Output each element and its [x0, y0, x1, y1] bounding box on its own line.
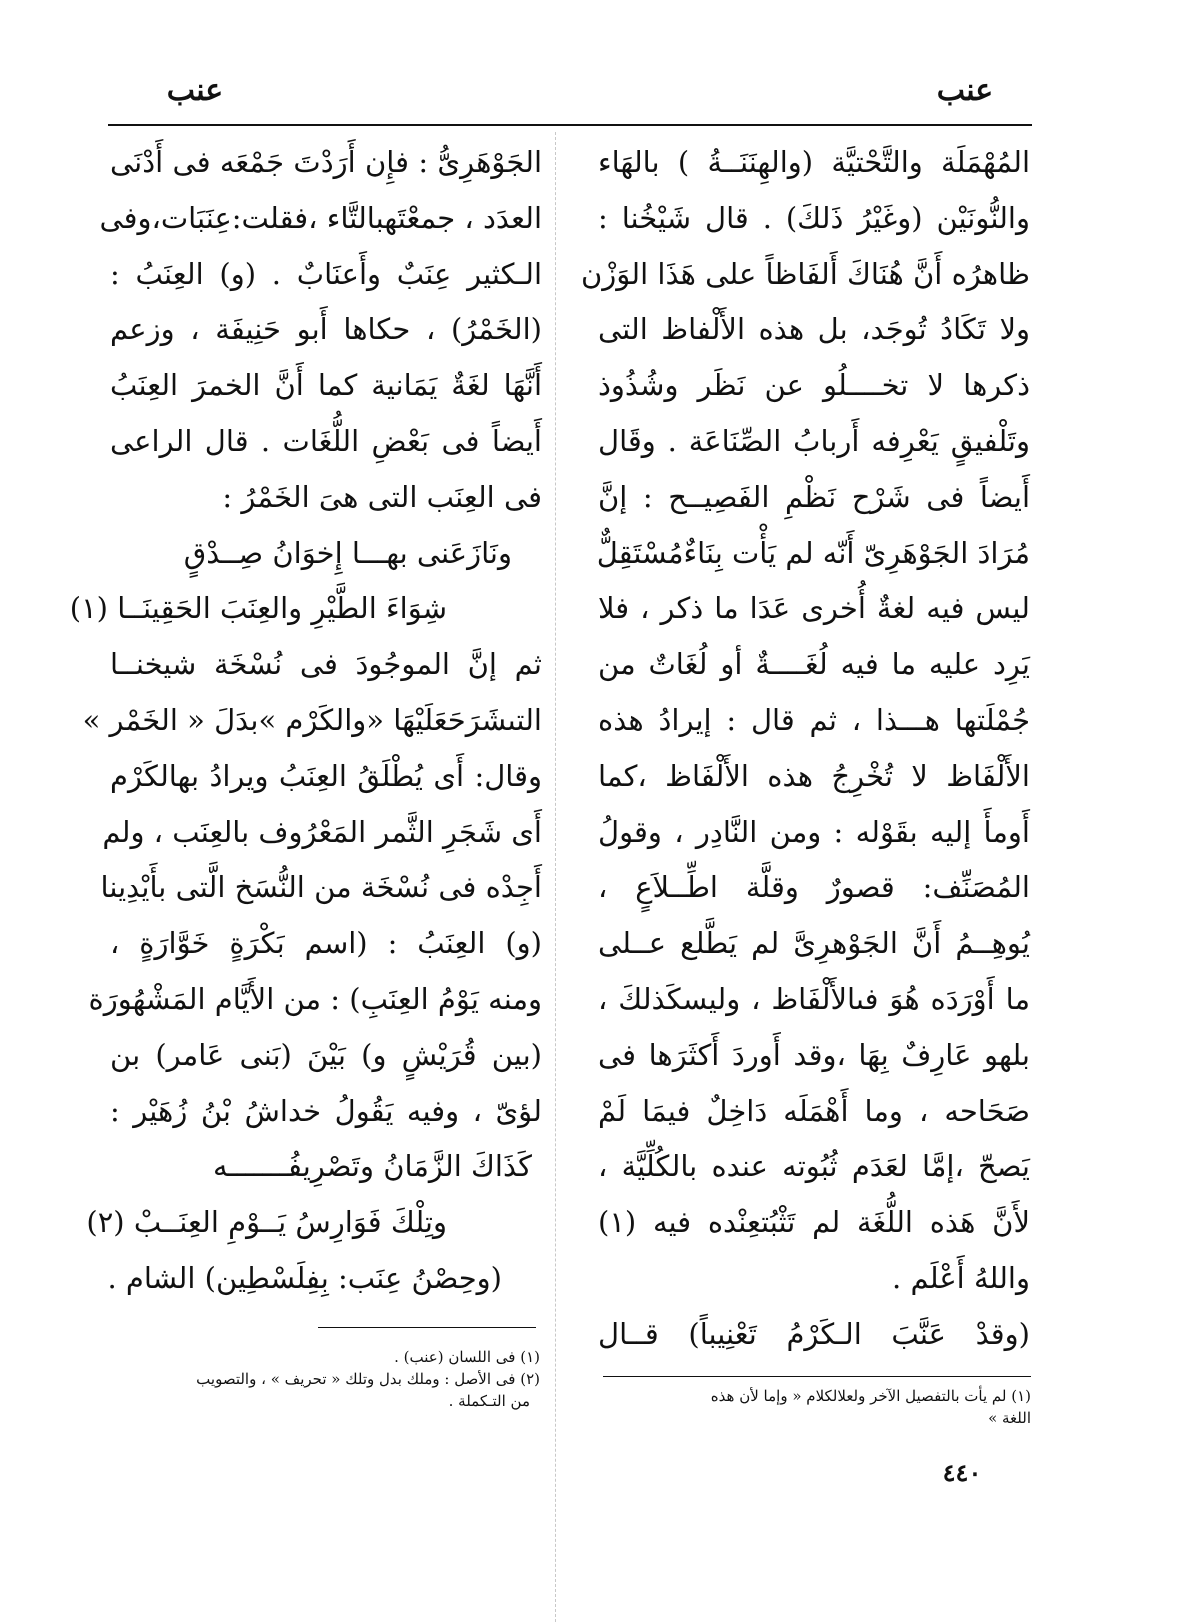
text-line: الأَلْفَاظ لا تُخْرِجُ هذه الأَلْفَاظ ،كما [598, 758, 1030, 793]
text-line: أَجِدْه فى نُسْخَة من النُّسَخ الَّتى بأَيْدِينا [100, 870, 542, 905]
footnote-line: (١) فى اللسان (عنب) . [394, 1348, 540, 1366]
text-line: مُرَادَ الجَوْهَرِىّ أَنّه لم يَأْت بِنَاءٌمُسْتَقِلٌّ [596, 535, 1030, 570]
footnote-rule-left [318, 1327, 536, 1328]
text-line: أَيضاً فى بَعْضِ اللُّغَات . قال الراعى [110, 423, 542, 458]
footnotes-left [110, 1346, 540, 1412]
text-line: ليس فيه لغةٌ أُخرى عَدَا ما ذكر ، فلا [598, 591, 1030, 626]
footnote-line: (١) لم يأت بالتفصيل الآخر ولعلالكلام « وإما لأن هذه [710, 1387, 1031, 1405]
verse-line: ونَازَعَنى بهـــا إِخوَانُ صِــدْقٍ [183, 535, 512, 570]
text-line: ما أَوْرَدَه هُوَ فىالأَلْفَاظ ، وليسكَذلكَ ، [598, 981, 1030, 1016]
text-line: (وقدْ عَنَّبَ الـكَرْمُ تَعْنِيباً) قــال [598, 1316, 1030, 1351]
footnotes-right [595, 1385, 1031, 1429]
header-left-word: عنب [166, 73, 224, 108]
text-line: أَنَّهَا لغَةٌ يَمَانية كما أَنَّ الخمرَ العِنَبُ [110, 368, 542, 403]
text-line: ثم إنَّ الموجُودَ فى نُسْخَة شيخنــا [110, 647, 542, 682]
footnote-line: من التـكملة . [448, 1392, 530, 1410]
right-column [581, 135, 1030, 1363]
text-line: التىشَرَحَعَلَيْهَا «والكَرْم »بدَلَ « الخَمْر » [82, 702, 542, 737]
text-line: (وحِصْنُ عِنَب: بِفِلَسْطِين) الشام . [107, 1260, 502, 1295]
text-line: (بين قُرَيْشٍ و) بَيْنَ (بَنى عَامر) بن [110, 1037, 542, 1072]
verse-line: وتِلْكَ فَوَارِسُ يَــوْمِ العِنَــبْ (٢) [86, 1205, 447, 1240]
text-line: (و) العِنَبُ : (اسم بَكْرَةٍ خَوَّارَةٍ ، [110, 926, 542, 961]
page-number: ٤٤٠ [942, 1458, 982, 1487]
footnote-line: (٢) فى الأصل : وملك بدل وتلك « تحريف » ، والتصويب [196, 1370, 540, 1388]
text-line: (الخَمْرُ) ، حكاها أَبو حَنِيفَة ، وزعم [110, 312, 542, 347]
text-line: الـكثير عِنَبٌ وأَعنَابٌ . (و) العِنَبُ : [110, 256, 542, 291]
text-line: أَى شَجَرِ الثَّمر المَعْرُوف بالعِنَب ، ولم [102, 814, 542, 849]
left-column [69, 135, 542, 1307]
header-right-word: عنب [936, 73, 994, 108]
text-line: يَرِد عليه ما فيه لُغَــــةٌ أو لُغَاتٌ من [598, 647, 1030, 682]
text-line: ومنه يَوْمُ العِنَبِ) : من الأَيَّام المَشْهُورَة [88, 981, 542, 1016]
footnote-rule-right [603, 1376, 1031, 1377]
footnote-line: اللغة » [988, 1409, 1031, 1427]
text-line: واللهُ أَعْلَم . [892, 1260, 1030, 1295]
text-line: والنُّونَيْن (وغَيْرُ ذَلكَ) . قال شَيْخُنا : [598, 200, 1030, 235]
text-line: جُمْلَتها هـــذا ، ثم قال : إيرادُ هذه [598, 702, 1030, 737]
text-line: بلهو عَارِفٌ بِهَا ،وقد أَوردَ أَكثَرَها فى [598, 1037, 1030, 1072]
text-line: ظاهرُه أَنَّ هُنَاكَ أَلفَاظاً على هَذَا الوَزْن [581, 256, 1030, 291]
text-line: وقال: أَى يُطْلَقُ العِنَبُ ويرادُ بهالكَرْم [110, 758, 542, 793]
text-line: المُهْمَلَة والتَّحْتيَّة (والهِنَنَــةُ ) بالهَاء [598, 145, 1030, 179]
column-divider [555, 132, 556, 1622]
text-line: لأَنَّ هَذه اللُّغَة لم تَثْبُتعِنْده فيه (١) [598, 1205, 1030, 1240]
verse-line: شِوَاءَ الطَّيْرِ والعِنَبَ الحَقِينَــا (١) [69, 591, 447, 626]
text-line: العدَد ، جمعْتَهبالتَّاء ،فقلت:عِنَبَات،وفى [99, 200, 542, 235]
text-line: المُصَنِّف: قصورٌ وقلَّة اطِّــلاَعٍ ، [598, 870, 1030, 905]
text-line: صَحَاحه ، وما أَهْمَلَه دَاخِلٌ فيمَا لَمْ [598, 1093, 1030, 1128]
text-line: فى العِنَب التى هىَ الخَمْرُ : [222, 479, 542, 514]
text-line: الجَوْهَرِىُّ : فإِن أَرَدْتَ جَمْعَه فى أَدْنَى [110, 145, 542, 179]
verse-line: كَذَاكَ الزَّمَانُ وتَصْرِيفُـــــــه [213, 1149, 532, 1184]
text-line: أَومأَ إليه بقَوْله : ومن النَّادِر ، وقولُ [598, 814, 1030, 849]
text-line: لؤىّ ، وفيه يَقُولُ خداشُ بْنُ زُهَيْر : [110, 1093, 542, 1128]
text-line: ذكرها لا تخــــلُو عن نَظَر وشُذُوذ [598, 368, 1030, 403]
text-line: يَصحّ ،إمَّا لعَدَم ثُبُوته عنده بالكُلِّيَّة ، [598, 1149, 1030, 1184]
text-line: يُوهِــمُ أَنَّ الجَوْهرِىَّ لم يَطَّلع عــلى [598, 926, 1030, 961]
text-line: أَيضاً فى شَرْح نَظْمِ الفَصِيــح : إنَّ [598, 479, 1030, 514]
header-rule [108, 124, 1032, 126]
text-line: وتَلْفيقٍ يَعْرِفه أَربابُ الصِّنَاعَة . وقَال [598, 423, 1030, 458]
text-line: ولا تَكَادُ تُوجَد، بل هذه الأَلْفاظ التى [598, 312, 1030, 347]
